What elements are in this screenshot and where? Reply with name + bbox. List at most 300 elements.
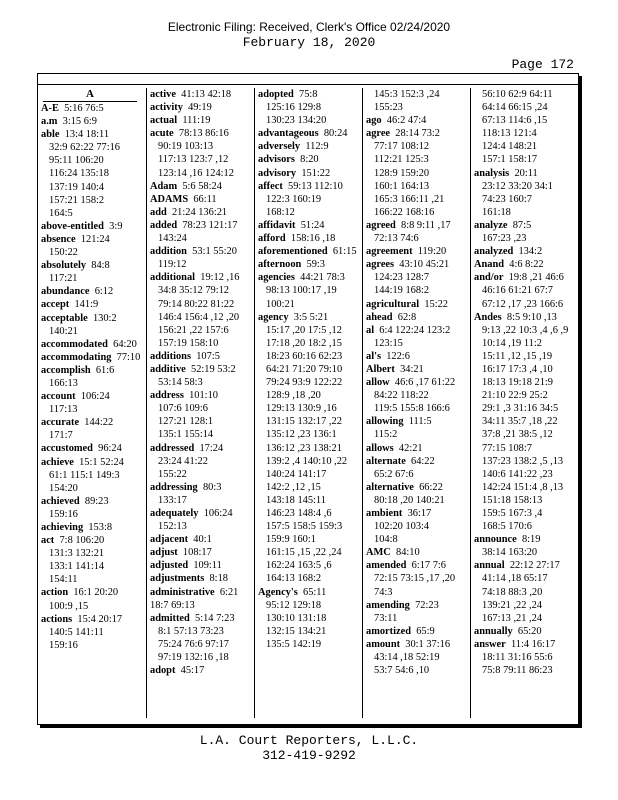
index-term: aforementioned xyxy=(258,246,328,258)
page-line-ref: 11:4 16:17 xyxy=(510,638,556,650)
page-line-ref: 8:1 57:13 73:23 xyxy=(158,625,224,637)
page-line-ref: 107:5 xyxy=(196,350,220,362)
index-entry xyxy=(366,219,467,245)
index-term: action xyxy=(41,587,69,599)
index-term: adequately xyxy=(150,508,199,519)
index-entry xyxy=(41,298,143,311)
index-entry xyxy=(258,167,359,180)
page-line-ref: 20:11 xyxy=(514,167,538,179)
page-line-ref: 46:2 47:4 xyxy=(386,115,427,127)
index-entry xyxy=(150,572,251,585)
index-term: admitted xyxy=(150,612,190,624)
page-line-ref: 64:22 xyxy=(411,455,435,467)
page-line-ref: 130:23 134:20 xyxy=(266,115,327,127)
page-line-ref: 65:9 xyxy=(416,625,435,637)
index-column-2 xyxy=(146,88,254,718)
index-term: adjust xyxy=(150,547,178,559)
index-term: acute xyxy=(150,128,174,140)
index-entry xyxy=(474,311,575,534)
index-term: amount xyxy=(366,638,401,650)
page-line-ref: 123:14 ,16 124:12 xyxy=(158,167,234,179)
index-entry xyxy=(366,481,467,507)
index-term: ADAMS xyxy=(150,193,189,205)
index-term: absolutely xyxy=(41,260,87,272)
index-entry xyxy=(474,533,575,559)
page-line-ref: 37:8 ,21 38:5 ,12 xyxy=(482,429,553,441)
page-line-ref: 124:4 148:21 xyxy=(482,141,538,153)
page-line-ref: 5:6 58:24 xyxy=(182,180,222,192)
page-line-ref: 4:6 8:22 xyxy=(509,259,544,271)
index-term: agency xyxy=(258,311,289,323)
top-rule xyxy=(38,84,578,85)
index-entry xyxy=(366,546,467,559)
index-term: acceptable xyxy=(41,312,88,324)
page-line-ref: 65:11 xyxy=(303,586,327,598)
page-line-ref: 122:3 160:19 xyxy=(266,193,322,205)
index-entry xyxy=(150,442,251,481)
filing-stamp: Electronic Filing: Received, Clerk's Office 02/24/2020 xyxy=(167,20,451,34)
index-entry xyxy=(258,219,359,232)
page-line-ref: 146:4 156:4 ,12 ,20 xyxy=(158,311,240,323)
index-entry xyxy=(150,664,251,677)
page-line-ref: 29:1 ,3 31:16 34:5 xyxy=(482,403,559,415)
page-line-ref: 80:3 xyxy=(202,481,222,493)
page-line-ref: 167:23 ,23 xyxy=(482,233,527,245)
page-line-ref: 23:12 33:20 34:1 xyxy=(482,180,554,192)
page-line-ref: 159:16 xyxy=(49,639,78,651)
index-term: adjacent xyxy=(150,534,189,546)
index-term: answer xyxy=(474,638,506,650)
page-line-ref: 64:20 xyxy=(113,338,137,350)
index-letter: A xyxy=(43,88,137,102)
index-term: allow xyxy=(366,377,390,389)
index-term: agreement xyxy=(366,246,413,258)
page-line-ref: 95:12 129:18 xyxy=(266,599,322,611)
page-line-ref: 156:21 ,22 157:6 xyxy=(158,324,229,336)
index-term: addition xyxy=(150,246,187,258)
page-line-ref: 18:11 31:16 55:6 xyxy=(482,652,553,664)
page-line-ref: 166:13 xyxy=(49,377,78,389)
page-line-ref: 75:24 76:6 97:17 xyxy=(158,638,230,650)
page-line-ref: 152:13 xyxy=(158,521,187,533)
page-line-ref: 130:2 xyxy=(92,312,117,324)
index-term: actual xyxy=(150,115,178,127)
page-line-ref: 16:1 20:20 xyxy=(73,587,119,599)
page-line-ref: 5:16 76:5 xyxy=(64,103,104,114)
index-entry xyxy=(41,534,143,586)
index-entry xyxy=(41,586,143,612)
index-term: agree xyxy=(366,128,391,140)
index-entry xyxy=(150,245,251,271)
index-entry xyxy=(366,88,467,114)
page-line-ref: 34:21 xyxy=(400,363,424,375)
page-line-ref: 66:22 xyxy=(419,481,443,493)
index-entry xyxy=(150,88,251,101)
page-line-ref: 56:10 62:9 64:11 xyxy=(482,89,553,100)
index-term: accommodated xyxy=(41,338,108,350)
index-entry xyxy=(366,311,467,324)
page-line-ref: 28:14 73:2 xyxy=(395,128,440,140)
page-line-ref: 150:22 xyxy=(49,247,78,259)
page-line-ref: 157:5 158:5 159:3 xyxy=(266,521,343,533)
index-entry xyxy=(41,495,143,521)
page-line-ref: 17:24 xyxy=(199,442,224,454)
page-line-ref: 162:24 163:5 ,6 xyxy=(266,560,332,572)
index-term: annual xyxy=(474,560,505,572)
page-line-ref: 95:11 106:20 xyxy=(49,155,104,167)
index-entry xyxy=(258,153,359,166)
index-entry xyxy=(41,613,143,652)
page-line-ref: 15:11 ,12 ,15 ,19 xyxy=(482,350,553,362)
page-line-ref: 9:13 ,22 10:3 ,4 ,6 ,9 xyxy=(482,324,569,336)
page-line-ref: 75:8 xyxy=(299,89,318,100)
index-term: Agency's xyxy=(258,586,298,598)
index-term: absence xyxy=(41,233,76,245)
page-line-ref: 78:23 121:17 xyxy=(182,219,238,231)
page-line-ref: 125:16 129:8 xyxy=(266,102,322,114)
page-line-ref: 107:6 109:6 xyxy=(158,403,208,415)
index-entry xyxy=(366,559,467,598)
page-line-ref: 80:18 ,20 140:21 xyxy=(374,494,445,506)
index-entry xyxy=(366,363,467,376)
index-term: announce xyxy=(474,534,517,546)
page-line-ref: 140:21 xyxy=(49,325,78,337)
page-line-ref: 53:7 54:6 ,10 xyxy=(374,665,430,677)
page-line-ref: 128:9 ,18 ,20 xyxy=(266,390,321,402)
index-term: analysis xyxy=(474,167,510,179)
page-line-ref: 61:15 xyxy=(332,246,357,258)
page-line-ref: 72:15 73:15 ,17 ,20 xyxy=(374,573,456,585)
index-term: AMC xyxy=(366,547,391,559)
page-line-ref: 144:19 168:2 xyxy=(374,285,430,297)
page-line-ref: 15:4 20:17 xyxy=(77,613,123,625)
page-line-ref: 18:13 19:18 21:9 xyxy=(482,377,554,389)
index-entry xyxy=(150,546,251,559)
page-line-ref: 72:13 74:6 xyxy=(374,233,419,245)
page-line-ref: 8:19 xyxy=(521,534,541,546)
page-line-ref: 53:14 58:3 xyxy=(158,377,203,389)
page-line-ref: 53:1 55:20 xyxy=(192,246,237,258)
index-term: amortized xyxy=(366,625,412,637)
page-line-ref: 98:13 100:17 ,19 xyxy=(266,285,337,297)
index-entry xyxy=(258,311,359,586)
page-line-ref: 8:8 9:11 ,17 xyxy=(401,219,451,231)
page-line-ref: 100:21 xyxy=(266,298,295,310)
page-line-ref: 155:22 xyxy=(158,468,187,480)
page-line-ref: 74:3 xyxy=(374,586,393,598)
page-line-ref: 159:16 xyxy=(49,508,78,520)
index-term: ahead xyxy=(366,311,393,323)
page-line-ref: 137:23 138:2 ,5 ,13 xyxy=(482,455,564,467)
index-entry xyxy=(258,180,359,219)
index-entry xyxy=(150,507,251,533)
page-line-ref: 159:9 160:1 xyxy=(266,534,316,546)
index-entry xyxy=(474,88,575,167)
index-term: adjustments xyxy=(150,573,205,585)
index-term: a.m xyxy=(41,116,58,128)
page-line-ref: 30:1 37:16 xyxy=(405,638,451,650)
page-line-ref: 154:11 xyxy=(49,574,78,586)
index-column-1 xyxy=(38,88,146,718)
index-term: A-E xyxy=(41,103,59,114)
page-line-ref: 15:1 52:24 xyxy=(79,456,124,468)
page-line-ref: 16:17 17:3 ,4 ,10 xyxy=(482,363,553,375)
index-term: alternate xyxy=(366,455,406,467)
page-line-ref: 155:23 xyxy=(374,102,403,114)
page-line-ref: 74:18 88:3 ,20 xyxy=(482,586,543,598)
page-line-ref: 46:6 ,17 61:22 xyxy=(394,377,456,389)
page-line-ref: 167:13 ,21 ,24 xyxy=(482,612,543,624)
index-column-4 xyxy=(362,88,470,718)
page-line-ref: 6:12 xyxy=(94,286,114,298)
page-line-ref: 46:16 61:21 67:7 xyxy=(482,285,554,297)
page-line-ref: 135:1 155:14 xyxy=(158,429,214,441)
page-line-ref: 21:10 22:9 25:2 xyxy=(482,390,548,402)
page-line-ref: 129:13 130:9 ,16 xyxy=(266,403,337,415)
page-line-ref: 151:22 xyxy=(301,167,331,179)
page-line-ref: 52:19 53:2 xyxy=(191,363,236,375)
index-entry xyxy=(41,364,143,390)
page-line-ref: 3:5 5:21 xyxy=(293,311,329,323)
page-line-ref: 23:24 41:22 xyxy=(158,455,208,467)
index-entry xyxy=(150,127,251,179)
page-line-ref: 45:17 xyxy=(180,665,205,677)
page-line-ref: 119:12 xyxy=(158,259,187,271)
page-line-ref: 160:1 164:13 xyxy=(374,180,430,192)
page-line-ref: 140:24 141:17 xyxy=(266,468,327,480)
index-entry xyxy=(474,219,575,245)
page-line-ref: 142:24 151:4 ,8 ,13 xyxy=(482,481,564,493)
page-line-ref: 151:18 158:13 xyxy=(482,494,543,506)
index-entry xyxy=(366,442,467,455)
page-line-ref: 6:17 7:6 xyxy=(411,560,446,572)
index-entry xyxy=(150,219,251,245)
index-term: achieve xyxy=(41,456,74,468)
page-line-ref: 84:22 118:22 xyxy=(374,390,429,402)
page-line-ref: 77:17 108:12 xyxy=(374,141,430,153)
index-entry xyxy=(258,140,359,153)
index-term: actions xyxy=(41,613,73,625)
index-entry xyxy=(258,88,359,127)
index-term: additional xyxy=(150,272,196,284)
index-term: analyzed xyxy=(474,246,514,258)
index-term: adopted xyxy=(258,89,294,100)
index-entry xyxy=(150,101,251,114)
index-entry xyxy=(366,455,467,481)
page-line-ref: 80:24 xyxy=(323,128,348,140)
index-term: accommodating xyxy=(41,351,112,363)
page-line-ref: 119:20 xyxy=(417,246,447,258)
index-term: alternative xyxy=(366,481,414,493)
index-entry xyxy=(258,271,359,310)
index-term: and/or xyxy=(474,272,504,284)
page-line-ref: 145:3 152:3 ,24 xyxy=(374,89,440,100)
page-line-ref: 62:8 xyxy=(397,311,417,323)
index-columns xyxy=(38,88,578,718)
index-entry xyxy=(41,220,143,233)
page-line-ref: 111:5 xyxy=(408,416,432,428)
page-line-ref: 7:8 106:20 xyxy=(59,535,105,547)
page-line-ref: 166:22 168:16 xyxy=(374,206,435,218)
page-line-ref: 131:3 132:21 xyxy=(49,548,105,560)
page-line-ref: 65:20 xyxy=(517,625,542,637)
page-line-ref: 101:10 xyxy=(189,390,218,402)
index-entry xyxy=(150,180,251,193)
index-term: abundance xyxy=(41,286,90,298)
page-line-ref: 5:14 7:23 xyxy=(195,612,235,624)
page-line-ref: 139:21 ,22 ,24 xyxy=(482,599,543,611)
index-term: afford xyxy=(258,233,286,245)
page-line-ref: 100:9 ,15 xyxy=(49,600,89,612)
page-line-ref: 59:3 xyxy=(306,259,325,271)
page-line-ref: 8:18 xyxy=(209,573,228,585)
index-entry xyxy=(366,638,467,677)
index-entry xyxy=(41,390,143,416)
index-term: Andes xyxy=(474,311,502,323)
index-entry xyxy=(258,127,359,140)
page-line-ref: 59:13 112:10 xyxy=(288,180,343,192)
index-term: accomplish xyxy=(41,364,91,376)
index-entry xyxy=(41,312,143,338)
index-entry xyxy=(366,599,467,625)
index-entry xyxy=(41,115,143,128)
index-term: ago xyxy=(366,115,382,127)
index-term: adopt xyxy=(150,665,176,677)
index-entry xyxy=(366,350,467,363)
page-line-ref: 136:12 ,23 138:21 xyxy=(266,442,342,454)
page-line-ref: 168:5 170:6 xyxy=(482,521,532,533)
index-term: additive xyxy=(150,363,186,375)
index-entry xyxy=(366,415,467,441)
page-line-ref: 104:8 xyxy=(374,534,398,546)
index-entry xyxy=(366,298,467,311)
page-line-ref: 112:9 xyxy=(305,141,329,153)
index-entry xyxy=(366,507,467,546)
index-term: al's xyxy=(366,350,382,362)
page-line-ref: 67:12 ,17 ,23 166:6 xyxy=(482,298,564,310)
page-line-ref: 77:10 xyxy=(116,351,141,363)
page-line-ref: 143:18 145:11 xyxy=(266,494,326,506)
page-line-ref: 119:5 155:8 166:6 xyxy=(374,403,450,415)
page-line-ref: 106:24 xyxy=(203,508,233,519)
index-entry xyxy=(41,259,143,285)
page-line-ref: 124:23 128:7 xyxy=(374,272,430,284)
reporter-name: L.A. Court Reporters, L.L.C. xyxy=(199,733,419,748)
page-line-ref: 67:13 114:6 ,15 xyxy=(482,115,548,127)
index-entry xyxy=(41,128,143,220)
index-term: allowing xyxy=(366,416,404,428)
page-line-ref: 41:14 ,18 65:17 xyxy=(482,573,548,585)
index-term: afternoon xyxy=(258,259,302,271)
page-line-ref: 159:5 167:3 ,4 xyxy=(482,508,543,519)
page-line-ref: 142:2 ,12 ,15 xyxy=(266,481,321,493)
index-entry xyxy=(41,521,143,534)
index-term: accustomed xyxy=(41,443,93,455)
page-line-ref: 111:19 xyxy=(182,115,211,127)
index-term: adjusted xyxy=(150,560,189,572)
page-line-ref: 89:23 xyxy=(84,495,109,507)
index-term: advisory xyxy=(258,167,297,179)
page-line-ref: 168:12 xyxy=(266,206,295,218)
index-term: amended xyxy=(366,560,407,572)
index-entry xyxy=(41,338,143,351)
page-line-ref: 144:22 xyxy=(84,417,114,429)
page-line-ref: 72:23 xyxy=(415,599,439,611)
page-line-ref: 32:9 62:22 77:16 xyxy=(49,142,121,154)
page-line-ref: 97:19 132:16 ,18 xyxy=(158,652,229,664)
page-line-ref: 121:24 xyxy=(80,233,110,245)
page-line-ref: 66:11 xyxy=(193,193,217,205)
reporter-phone: 312-419-9292 xyxy=(262,748,356,763)
page-line-ref: 21:24 136:21 xyxy=(171,206,228,218)
index-entry xyxy=(150,114,251,127)
index-entry xyxy=(258,232,359,245)
page-line-ref: 6:21 18:7 69:13 xyxy=(150,586,239,611)
index-frame xyxy=(37,73,579,725)
page-line-ref: 43:14 ,18 52:19 xyxy=(374,652,440,664)
page-line-ref: 65:2 67:6 xyxy=(374,468,414,480)
page-line-ref: 157:21 158:2 xyxy=(49,194,105,206)
page-line-ref: 19:8 ,21 46:6 xyxy=(508,272,564,284)
page-line-ref: 36:17 xyxy=(407,508,432,519)
page-line-ref: 43:10 45:21 xyxy=(399,259,450,271)
index-entry xyxy=(150,271,251,350)
index-term: ambient xyxy=(366,508,403,519)
index-term: administrative xyxy=(150,586,215,598)
index-entry xyxy=(150,389,251,441)
page-line-ref: 161:15 ,15 ,22 ,24 xyxy=(266,547,342,559)
index-term: added xyxy=(150,219,178,231)
index-entry xyxy=(150,559,251,572)
page-line-ref: 146:23 148:4 ,6 xyxy=(266,508,332,519)
index-term: affidavit xyxy=(258,219,296,231)
index-entry xyxy=(150,206,251,219)
index-entry xyxy=(474,167,575,219)
index-column-3 xyxy=(254,88,362,718)
page-line-ref: 118:13 121:4 xyxy=(482,128,537,140)
page-line-ref: 44:21 78:3 xyxy=(300,272,345,284)
index-term: above-entitled xyxy=(41,220,104,232)
index-entry xyxy=(150,533,251,546)
page-line-ref: 79:24 93:9 122:22 xyxy=(266,377,343,389)
page-line-ref: 19:12 ,16 xyxy=(200,272,240,284)
page-line-ref: 165:3 166:11 ,21 xyxy=(374,193,445,205)
page-line-ref: 13:4 18:11 xyxy=(64,129,110,141)
page-line-ref: 34:11 35:7 ,18 ,22 xyxy=(482,416,558,428)
page-line-ref: 161:18 xyxy=(482,206,511,218)
filing-date: February 18, 2020 xyxy=(242,35,376,50)
page-line-ref: 133:1 141:14 xyxy=(49,561,105,573)
page-line-ref: 64:14 66:15 ,24 xyxy=(482,102,548,114)
page-line-ref: 116:24 135:18 xyxy=(49,168,109,180)
page-line-ref: 135:5 142:19 xyxy=(266,638,322,650)
index-term: achieving xyxy=(41,522,84,533)
page-line-ref: 109:11 xyxy=(193,560,222,572)
page-line-ref: 157:19 158:10 xyxy=(158,337,219,349)
page-line-ref: 134:2 xyxy=(518,246,543,258)
index-term: Anand xyxy=(474,259,505,271)
page-line-ref: 171:7 xyxy=(49,430,73,442)
page-line-ref: 153:8 xyxy=(88,522,113,533)
page-line-ref: 41:13 42:18 xyxy=(181,89,232,100)
index-term: add xyxy=(150,206,167,218)
index-term: affect xyxy=(258,180,283,192)
index-term: al xyxy=(366,324,375,336)
page-line-ref: 140:6 141:22 ,23 xyxy=(482,468,553,480)
index-term: able xyxy=(41,129,60,141)
page-line-ref: 131:15 132:17 ,22 xyxy=(266,416,342,428)
index-term: accurate xyxy=(41,417,80,429)
